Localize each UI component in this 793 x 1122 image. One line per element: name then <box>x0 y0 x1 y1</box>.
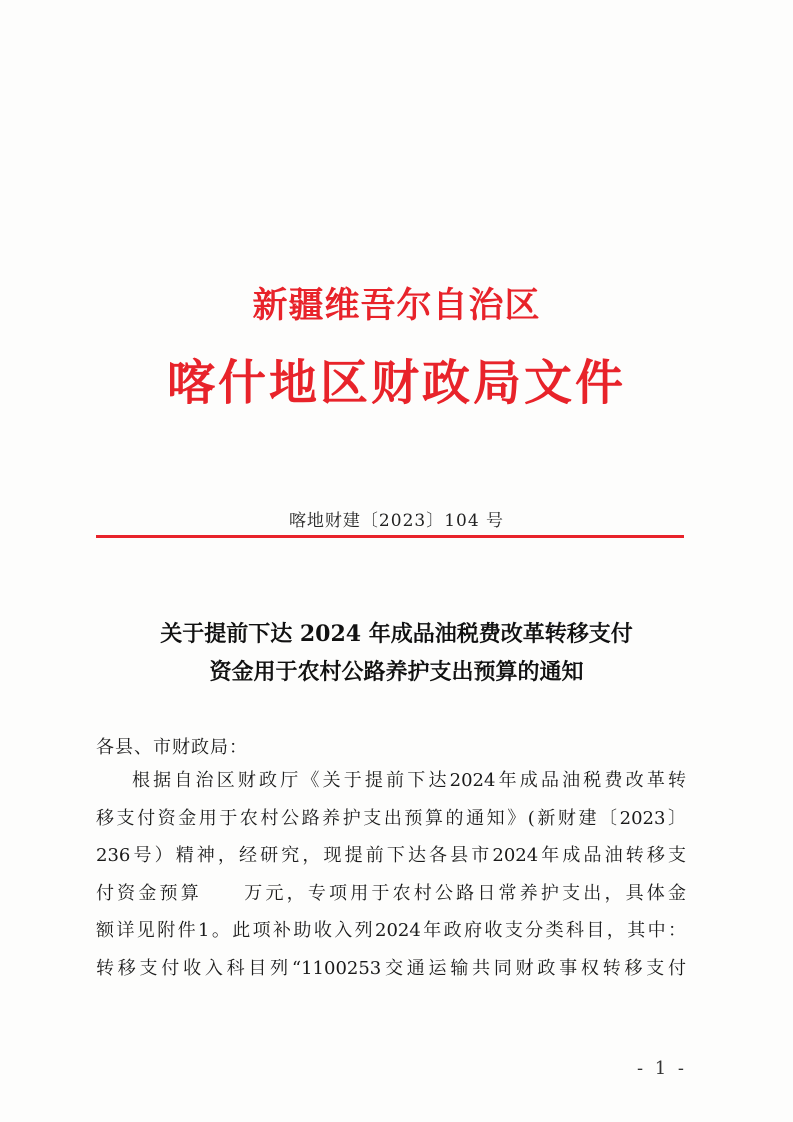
notice-title <box>80 615 713 691</box>
body-paragraph <box>96 762 696 987</box>
document-number: 喀地财建〔2023〕104 号 <box>288 511 505 531</box>
body-line-4: 付资金预算 万元，专项用于农村公路日常养护支出，具体金 <box>96 882 686 904</box>
body-line-5: 额详见附件1。此项补助收入列2024年政府收支分类科目，其中： <box>96 920 686 941</box>
body-line-3: 236号）精神，经研究，现提前下达各县市2024年成品油转移支 <box>96 845 686 866</box>
body-line-2: 移支付资金用于农村公路养护支出预算的通知》(新财建〔2023〕 <box>96 807 686 829</box>
notice-title-line-2: 资金用于农村公路养护支出预算的通知 <box>209 659 584 685</box>
issuer-document-heading: 喀什地区财政局文件 <box>166 355 626 411</box>
page-number: - 1 - <box>636 1058 687 1079</box>
body-line-1: 根据自治区财政厅《关于提前下达2024年成品油税费改革转 <box>132 770 686 791</box>
issuer-region-name: 新疆维吾尔自治区 <box>252 285 541 326</box>
notice-title-line-1: 关于提前下达 2024 年成品油税费改革转移支付 <box>160 621 633 647</box>
body-line-6: 转移支付收入科目列“1100253交通运输共同财政事权转移支付 <box>96 957 686 979</box>
red-divider-line <box>96 535 684 538</box>
salutation: 各县、市财政局： <box>96 737 248 758</box>
